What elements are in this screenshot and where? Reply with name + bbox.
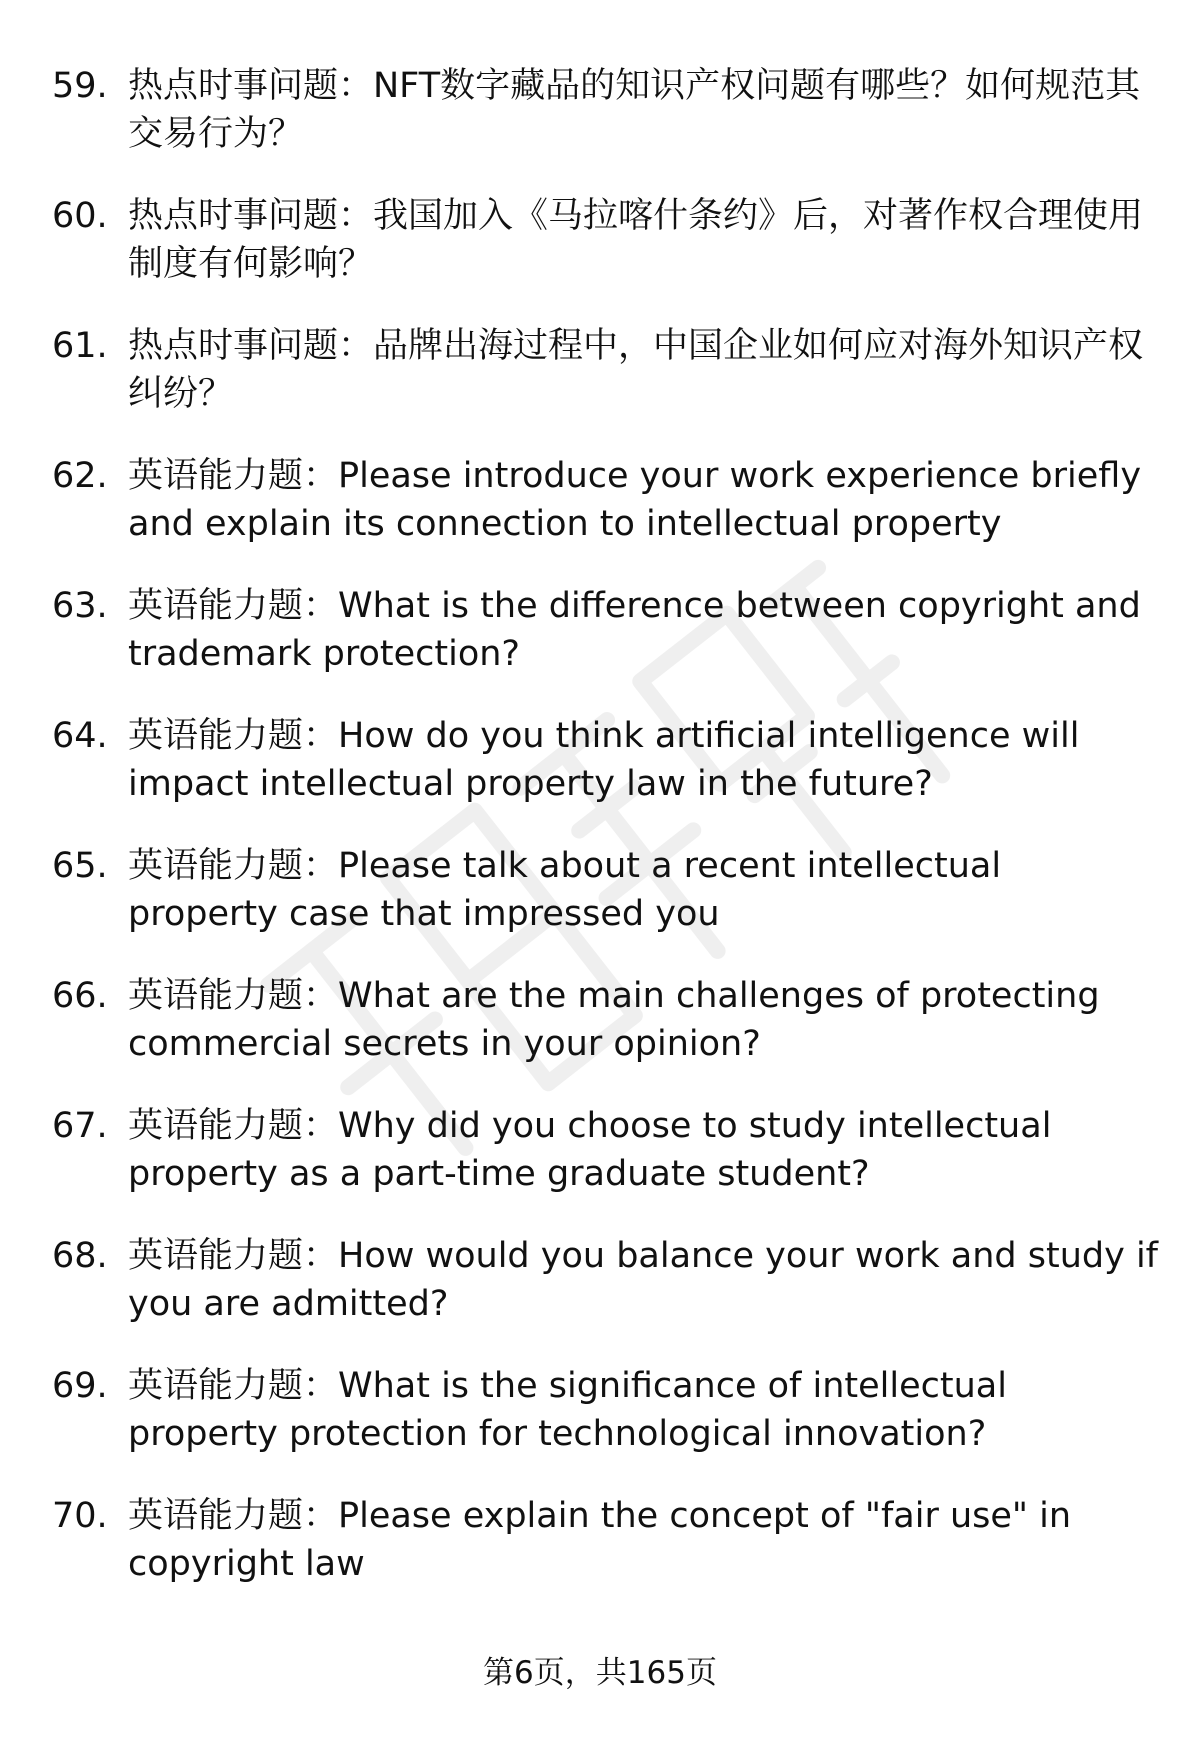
question-item — [52, 582, 1162, 678]
question-item — [52, 1102, 1162, 1198]
question-text: 英语能力题：Why did you choose to study intellectual property as a part-time graduate student? — [128, 1106, 1052, 1194]
question-number: 66. — [52, 976, 108, 1016]
question-text: 热点时事问题：我国加入《马拉喀什条约》后，对著作权合理使用制度有何影响？ — [128, 196, 1144, 284]
question-item — [52, 1232, 1162, 1328]
question-text: 英语能力题：Please explain the concept of "fair use" in copyright law — [128, 1496, 1072, 1584]
question-text: 英语能力题：Please introduce your work experience briefly and explain its connection to intellectual property — [128, 456, 1142, 544]
question-text: 英语能力题：What is the significance of intellectual property protection for technological innovation? — [128, 1366, 1007, 1454]
question-item — [52, 842, 1162, 938]
question-text: 英语能力题：How would you balance your work and study if you are admitted? — [128, 1236, 1158, 1324]
question-text: 英语能力题：Please talk about a recent intellectual property case that impressed you — [128, 846, 1002, 934]
question-number: 68. — [52, 1236, 108, 1276]
page-footer — [0, 1653, 1200, 1693]
question-number: 60. — [52, 196, 108, 236]
question-text: 英语能力题：What are the main challenges of protecting commercial secrets in your opinion? — [128, 976, 1100, 1064]
question-number: 61. — [52, 326, 108, 366]
question-item — [52, 712, 1162, 808]
question-item — [52, 452, 1162, 548]
question-item — [52, 972, 1162, 1068]
question-item — [52, 322, 1162, 418]
question-item — [52, 62, 1162, 158]
question-text: 英语能力题：What is the difference between copyright and trademark protection? — [128, 586, 1141, 674]
question-item — [52, 1492, 1162, 1588]
page-number-label: 第6页，共165页 — [483, 1655, 717, 1691]
question-text: 热点时事问题：品牌出海过程中，中国企业如何应对海外知识产权纠纷？ — [128, 326, 1144, 414]
question-number: 65. — [52, 846, 108, 886]
question-text: 英语能力题：How do you think artificial intelligence will impact intellectual property law in the future? — [128, 716, 1080, 804]
question-number: 67. — [52, 1106, 108, 1146]
question-number: 63. — [52, 586, 108, 626]
question-number: 59. — [52, 66, 108, 106]
question-number: 62. — [52, 456, 108, 496]
question-item — [52, 1362, 1162, 1458]
question-number: 64. — [52, 716, 108, 756]
question-item — [52, 192, 1162, 288]
question-number: 69. — [52, 1366, 108, 1406]
question-number: 70. — [52, 1496, 108, 1536]
question-list — [52, 62, 1162, 1622]
question-text: 热点时事问题：NFT数字藏品的知识产权问题有哪些？如何规范其交易行为？ — [128, 66, 1141, 154]
